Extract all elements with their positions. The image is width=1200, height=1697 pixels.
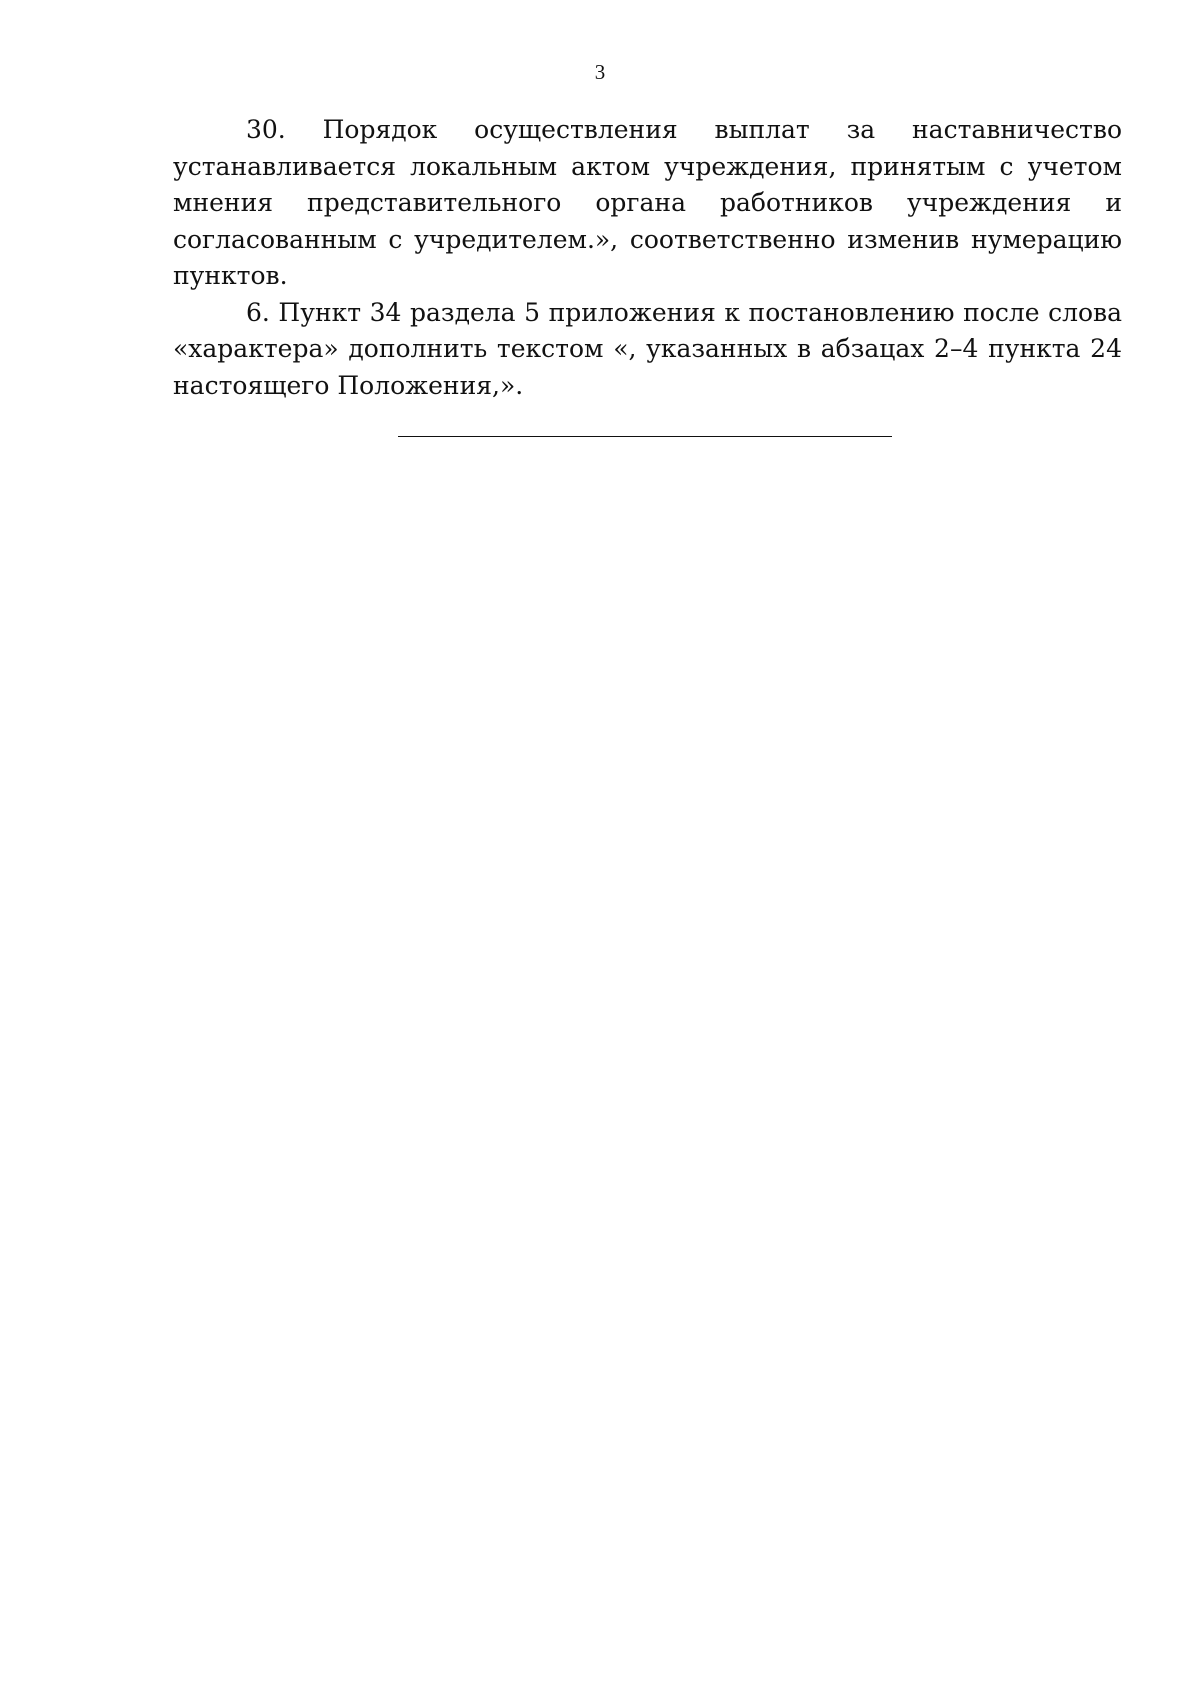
end-of-document-rule — [398, 436, 892, 437]
page-number: 3 — [594, 60, 606, 84]
document-body — [173, 112, 1122, 404]
paragraph-item-6: 6. Пункт 34 раздела 5 приложения к постановлению после слова «характера» дополнить текстом «, указанных в абзацах 2–4 пункта 24 настоящего Положения,». — [173, 297, 1122, 400]
paragraph-item-30: 30. Порядок осуществления выплат за наставничество устанавливается локальным актом учреждения, принятым с учетом мнения представительного органа работников учреждения и согласованным с учредителем.», соответственно изменив нумерацию пунктов. — [173, 115, 1122, 290]
